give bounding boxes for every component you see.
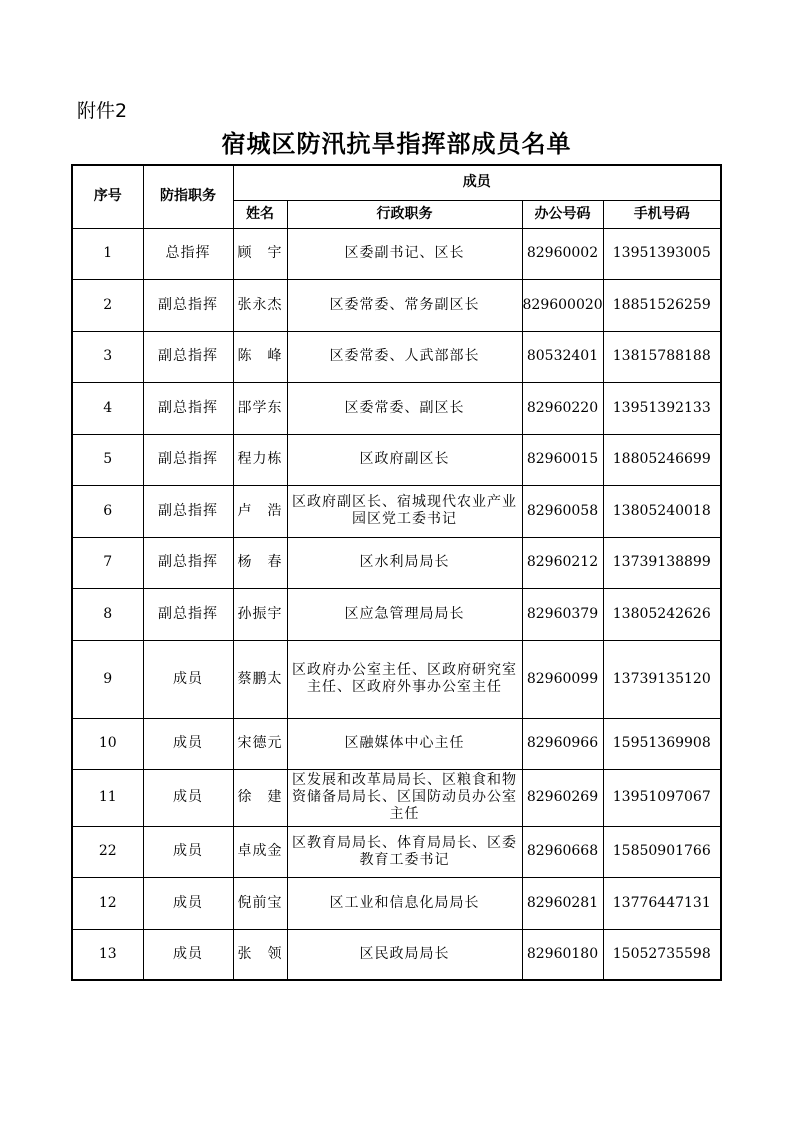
cell-position: 成员: [143, 640, 233, 718]
cell-position: 副总指挥: [143, 588, 233, 640]
table-row: [72, 331, 721, 382]
cell-name: 卢 浩: [233, 485, 287, 537]
document-title: 宿城区防汛抗旱指挥部成员名单: [221, 130, 572, 158]
cell-duty: 区委常委、人武部部长: [287, 331, 522, 382]
header-position: 防指职务: [143, 165, 233, 228]
cell-seq: 1: [72, 228, 143, 279]
cell-duty: 区融媒体中心主任: [287, 718, 522, 769]
header-seq: 序号: [72, 165, 143, 228]
table-row: [72, 382, 721, 434]
header-mobile: 手机号码: [603, 200, 721, 228]
cell-position: 副总指挥: [143, 434, 233, 485]
cell-position: 副总指挥: [143, 537, 233, 588]
cell-position: 成员: [143, 826, 233, 877]
cell-office: 82960212: [522, 537, 603, 588]
cell-duty: 区水利局局长: [287, 537, 522, 588]
cell-position: 副总指挥: [143, 382, 233, 434]
cell-mobile: 13815788188: [603, 331, 721, 382]
cell-office: 82960668: [522, 826, 603, 877]
cell-name: 蔡鹏太: [233, 640, 287, 718]
table-row: [72, 434, 721, 485]
table-body: [72, 228, 721, 980]
cell-seq: 12: [72, 877, 143, 929]
cell-position: 成员: [143, 877, 233, 929]
cell-name: 张 领: [233, 929, 287, 980]
header-members: 成员: [233, 165, 721, 200]
cell-duty: 区委常委、副区长: [287, 382, 522, 434]
cell-mobile: 13951392133: [603, 382, 721, 434]
cell-duty: 区政府办公室主任、区政府研究室主任、区政府外事办公室主任: [287, 640, 522, 718]
table-row: [72, 826, 721, 877]
cell-name: 徐 建: [233, 769, 287, 826]
header-name: 姓名: [233, 200, 287, 228]
cell-seq: 9: [72, 640, 143, 718]
attachment-label: 附件2: [77, 100, 128, 122]
table-row: [72, 929, 721, 980]
cell-mobile: 15052735598: [603, 929, 721, 980]
cell-seq: 11: [72, 769, 143, 826]
cell-mobile: 15850901766: [603, 826, 721, 877]
cell-mobile: 13776447131: [603, 877, 721, 929]
cell-name: 顾 宇: [233, 228, 287, 279]
table-row: [72, 279, 721, 331]
table-row: [72, 640, 721, 718]
table-row: [72, 718, 721, 769]
cell-duty: 区民政局局长: [287, 929, 522, 980]
cell-seq: 6: [72, 485, 143, 537]
cell-name: 倪前宝: [233, 877, 287, 929]
cell-name: 张永杰: [233, 279, 287, 331]
cell-office: 82960220: [522, 382, 603, 434]
cell-position: 副总指挥: [143, 331, 233, 382]
cell-seq: 2: [72, 279, 143, 331]
member-table: [71, 164, 722, 981]
cell-seq: 3: [72, 331, 143, 382]
table-row: [72, 485, 721, 537]
cell-duty: 区委常委、常务副区长: [287, 279, 522, 331]
cell-duty: 区政府副区长: [287, 434, 522, 485]
cell-office: 82960099: [522, 640, 603, 718]
table-row: [72, 588, 721, 640]
cell-duty: 区委副书记、区长: [287, 228, 522, 279]
cell-office: 82960269: [522, 769, 603, 826]
cell-mobile: 18805246699: [603, 434, 721, 485]
cell-seq: 13: [72, 929, 143, 980]
cell-seq: 22: [72, 826, 143, 877]
cell-mobile: 13805240018: [603, 485, 721, 537]
cell-mobile: 13805242626: [603, 588, 721, 640]
cell-position: 成员: [143, 769, 233, 826]
header-office: 办公号码: [522, 200, 603, 228]
cell-name: 程力栋: [233, 434, 287, 485]
cell-position: 成员: [143, 718, 233, 769]
cell-position: 总指挥: [143, 228, 233, 279]
cell-position: 成员: [143, 929, 233, 980]
cell-duty: 区发展和改革局局长、区粮食和物资储备局局长、区国防动员办公室主任: [287, 769, 522, 826]
cell-seq: 5: [72, 434, 143, 485]
cell-office: 82960058: [522, 485, 603, 537]
cell-office: 82960966: [522, 718, 603, 769]
table-row: [72, 877, 721, 929]
cell-position: 副总指挥: [143, 485, 233, 537]
cell-mobile: 18851526259: [603, 279, 721, 331]
cell-office: 82960015: [522, 434, 603, 485]
cell-office: 829600020: [522, 279, 603, 331]
table-row: [72, 769, 721, 826]
cell-office: 82960180: [522, 929, 603, 980]
cell-office: 82960281: [522, 877, 603, 929]
cell-mobile: 15951369908: [603, 718, 721, 769]
cell-name: 杨 春: [233, 537, 287, 588]
cell-seq: 8: [72, 588, 143, 640]
cell-duty: 区工业和信息化局局长: [287, 877, 522, 929]
header-duty: 行政职务: [287, 200, 522, 228]
cell-name: 卓成金: [233, 826, 287, 877]
table-row: [72, 537, 721, 588]
cell-position: 副总指挥: [143, 279, 233, 331]
cell-seq: 4: [72, 382, 143, 434]
cell-seq: 10: [72, 718, 143, 769]
cell-mobile: 13739135120: [603, 640, 721, 718]
cell-duty: 区政府副区长、宿城现代农业产业园区党工委书记: [287, 485, 522, 537]
cell-mobile: 13739138899: [603, 537, 721, 588]
cell-seq: 7: [72, 537, 143, 588]
cell-mobile: 13951097067: [603, 769, 721, 826]
cell-mobile: 13951393005: [603, 228, 721, 279]
cell-office: 82960379: [522, 588, 603, 640]
cell-name: 陈 峰: [233, 331, 287, 382]
cell-duty: 区教育局局长、体育局局长、区委教育工委书记: [287, 826, 522, 877]
cell-office: 82960002: [522, 228, 603, 279]
cell-name: 孙振宇: [233, 588, 287, 640]
cell-name: 宋德元: [233, 718, 287, 769]
cell-duty: 区应急管理局局长: [287, 588, 522, 640]
table-row: [72, 228, 721, 279]
cell-name: 郘学东: [233, 382, 287, 434]
cell-office: 80532401: [522, 331, 603, 382]
